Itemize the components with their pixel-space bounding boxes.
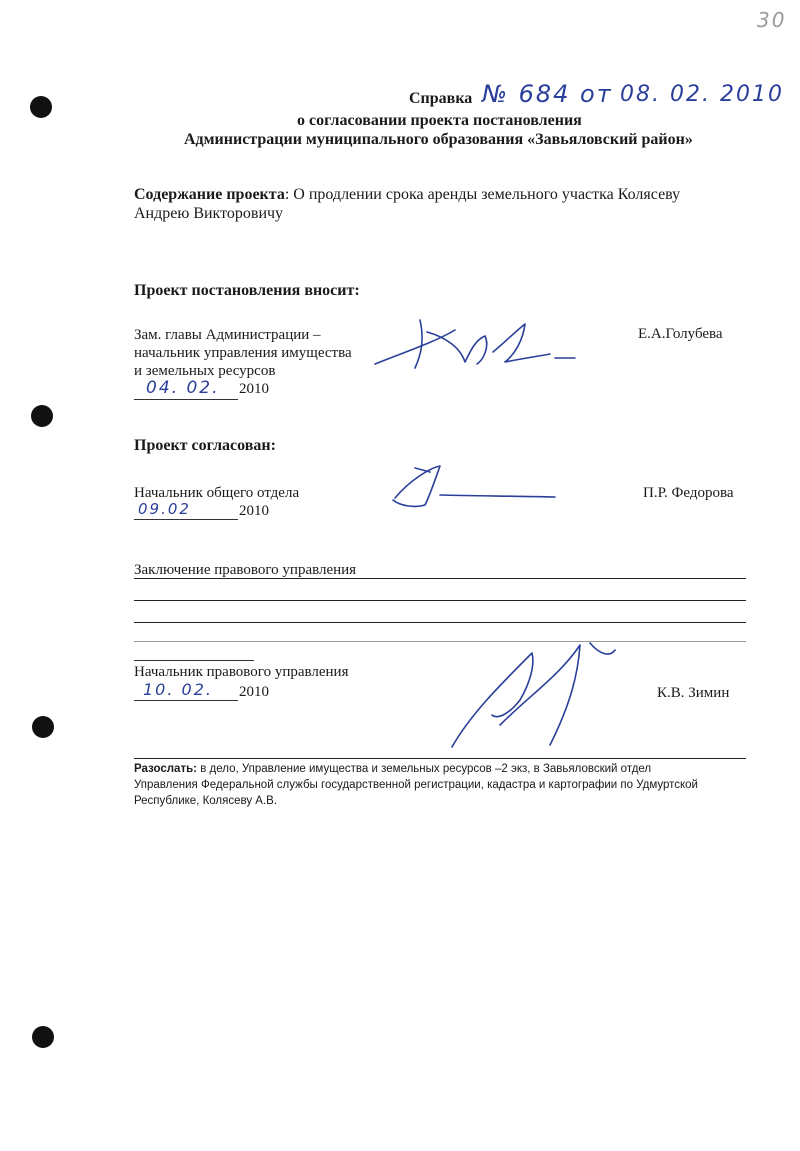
content-label: Содержание проекта <box>134 186 285 203</box>
header-line2: о согласовании проекта постановления <box>297 112 582 129</box>
distribution-block <box>134 761 746 809</box>
signature-golubeva <box>365 312 595 382</box>
header-date-handwritten: 08. 02. 2010 <box>620 82 784 107</box>
signature-fedorova <box>375 460 565 515</box>
distribution-line3: Республике, Колясеву А.В. <box>134 795 278 807</box>
project-content <box>134 186 744 223</box>
legal-name: К.В. Зимин <box>657 685 730 701</box>
punch-hole-2 <box>31 405 53 427</box>
submitted-position <box>134 326 352 380</box>
punch-hole-1 <box>30 96 52 118</box>
legal-position: Начальник правового управления <box>134 664 349 680</box>
submitted-position-line3: и земельных ресурсов <box>134 363 276 379</box>
legal-rule-2 <box>134 600 746 601</box>
agreed-name: П.Р. Федорова <box>643 485 734 501</box>
agreed-heading: Проект согласован: <box>134 437 276 454</box>
legal-rule-1 <box>134 578 746 579</box>
distribution-line1-row <box>134 761 746 777</box>
submitted-heading: Проект постановления вносит: <box>134 282 360 299</box>
submitted-date-handwritten: 04. 02. <box>146 378 220 398</box>
distribution-label: Разослать: <box>134 763 197 775</box>
punch-hole-3 <box>32 716 54 738</box>
header-number-handwritten: № 684 от <box>482 80 613 108</box>
distribution-line1: в дело, Управление имущества и земельных ресурсов –2 экз, в Завьяловский отдел <box>200 763 652 775</box>
submitted-position-line1: Зам. главы Администрации – <box>134 327 321 343</box>
content-text-line1: : О продлении срока аренды земельного участка Колясеву <box>284 186 681 203</box>
legal-rule-3 <box>134 622 746 623</box>
legal-conclusion-label: Заключение правового управления <box>134 562 357 578</box>
signature-zimin <box>440 635 640 760</box>
agreed-date-line <box>134 519 238 520</box>
legal-year: 2010 <box>239 684 269 700</box>
punch-hole-4 <box>32 1026 54 1048</box>
submitted-year: 2010 <box>239 381 269 397</box>
distribution-rule <box>134 758 746 759</box>
legal-short-line <box>134 660 254 661</box>
agreed-date-handwritten: 09.02 <box>138 500 191 518</box>
agreed-position: Начальник общего отдела <box>134 485 300 501</box>
legal-date-handwritten: 10. 02. <box>143 680 213 699</box>
legal-date-line <box>134 700 238 701</box>
distribution-line2: Управления Федеральной службы государственной регистрации, кадастра и картографии по Удмуртской <box>134 779 698 791</box>
submitted-name: Е.А.Голубева <box>638 326 723 342</box>
content-text-line2: Андрею Викторовичу <box>134 205 284 222</box>
page-number: 30 <box>757 8 787 32</box>
agreed-year: 2010 <box>239 503 269 519</box>
submitted-date-line <box>134 399 238 400</box>
header-line3: Администрации муниципального образования «Завьяловский район» <box>184 131 693 148</box>
submitted-position-line2: начальник управления имущества <box>134 345 352 361</box>
header-label: Справка <box>409 90 473 107</box>
